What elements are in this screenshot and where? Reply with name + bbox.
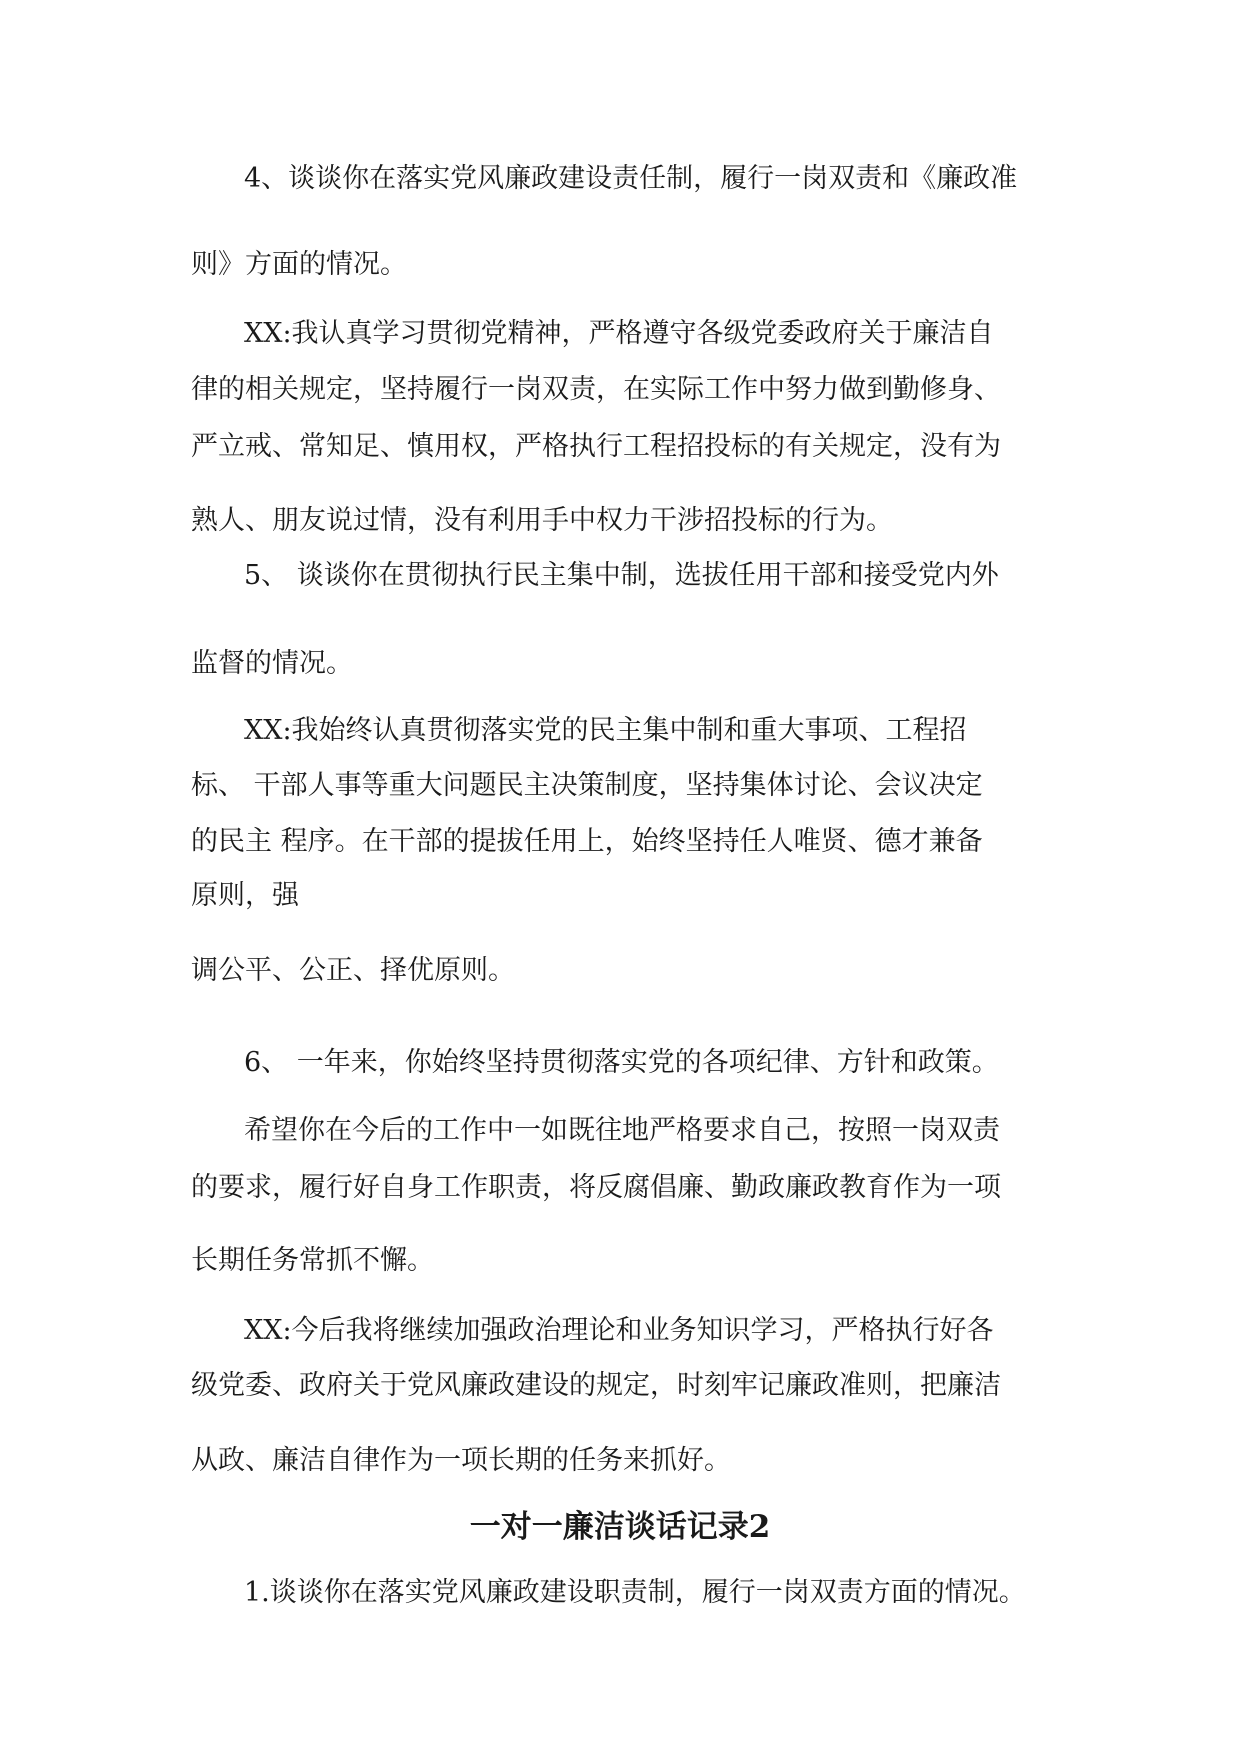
text-line: XX:今后我将继续加强政治理论和业务知识学习，严格执行好各 xyxy=(244,1315,994,1346)
text-line: 原则，强 xyxy=(191,880,299,911)
text-line: 律的相关规定，坚持履行一岗双责，在实际工作中努力做到勤修身、 xyxy=(191,374,1001,405)
text-line: 监督的情况。 xyxy=(191,648,353,679)
text-line: 5、 谈谈你在贯彻执行民主集中制，选拔任用干部和接受党内外 xyxy=(244,560,999,591)
text-line: 的要求，履行好自身工作职责，将反腐倡廉、勤政廉政教育作为一项 xyxy=(191,1172,1001,1203)
text-line: 4、谈谈你在落实党风廉政建设责任制，履行一岗双责和《廉政准 xyxy=(244,163,1018,194)
text-line: 的民主 程序。在干部的提拔任用上，始终坚持任人唯贤、德才兼备 xyxy=(191,826,983,857)
text-line: 熟人、朋友说过情，没有利用手中权力干涉招投标的行为。 xyxy=(191,505,893,536)
text-line: 希望你在今后的工作中一如既往地严格要求自己，按照一岗双责 xyxy=(244,1115,1000,1146)
text-line: 从政、廉洁自律作为一项长期的任务来抓好。 xyxy=(191,1445,731,1476)
text-line: 严立戒、常知足、慎用权，严格执行工程招投标的有关规定，没有为 xyxy=(191,431,1001,462)
section-heading: 一对一廉洁谈话记录2 xyxy=(469,1509,771,1545)
text-line: 则》方面的情况。 xyxy=(191,249,407,280)
text-line: XX:我认真学习贯彻党精神，严格遵守各级党委政府关于廉洁自 xyxy=(244,318,994,349)
text-line: 标、 干部人事等重大问题民主决策制度，坚持集体讨论、会议决定 xyxy=(191,770,983,801)
text-line: 调公平、公正、择优原则。 xyxy=(191,955,515,986)
text-line: 1.谈谈你在落实党风廉政建设职责制，履行一岗双责方面的情况。 xyxy=(244,1577,1026,1608)
text-line: 长期任务常抓不懈。 xyxy=(191,1245,434,1276)
text-line: 6、 一年来，你始终坚持贯彻落实党的各项纪律、方针和政策。 xyxy=(244,1047,999,1078)
text-line: XX:我始终认真贯彻落实党的民主集中制和重大事项、工程招 xyxy=(244,715,967,746)
text-line: 级党委、政府关于党风廉政建设的规定，时刻牢记廉政准则，把廉洁 xyxy=(191,1370,1001,1401)
